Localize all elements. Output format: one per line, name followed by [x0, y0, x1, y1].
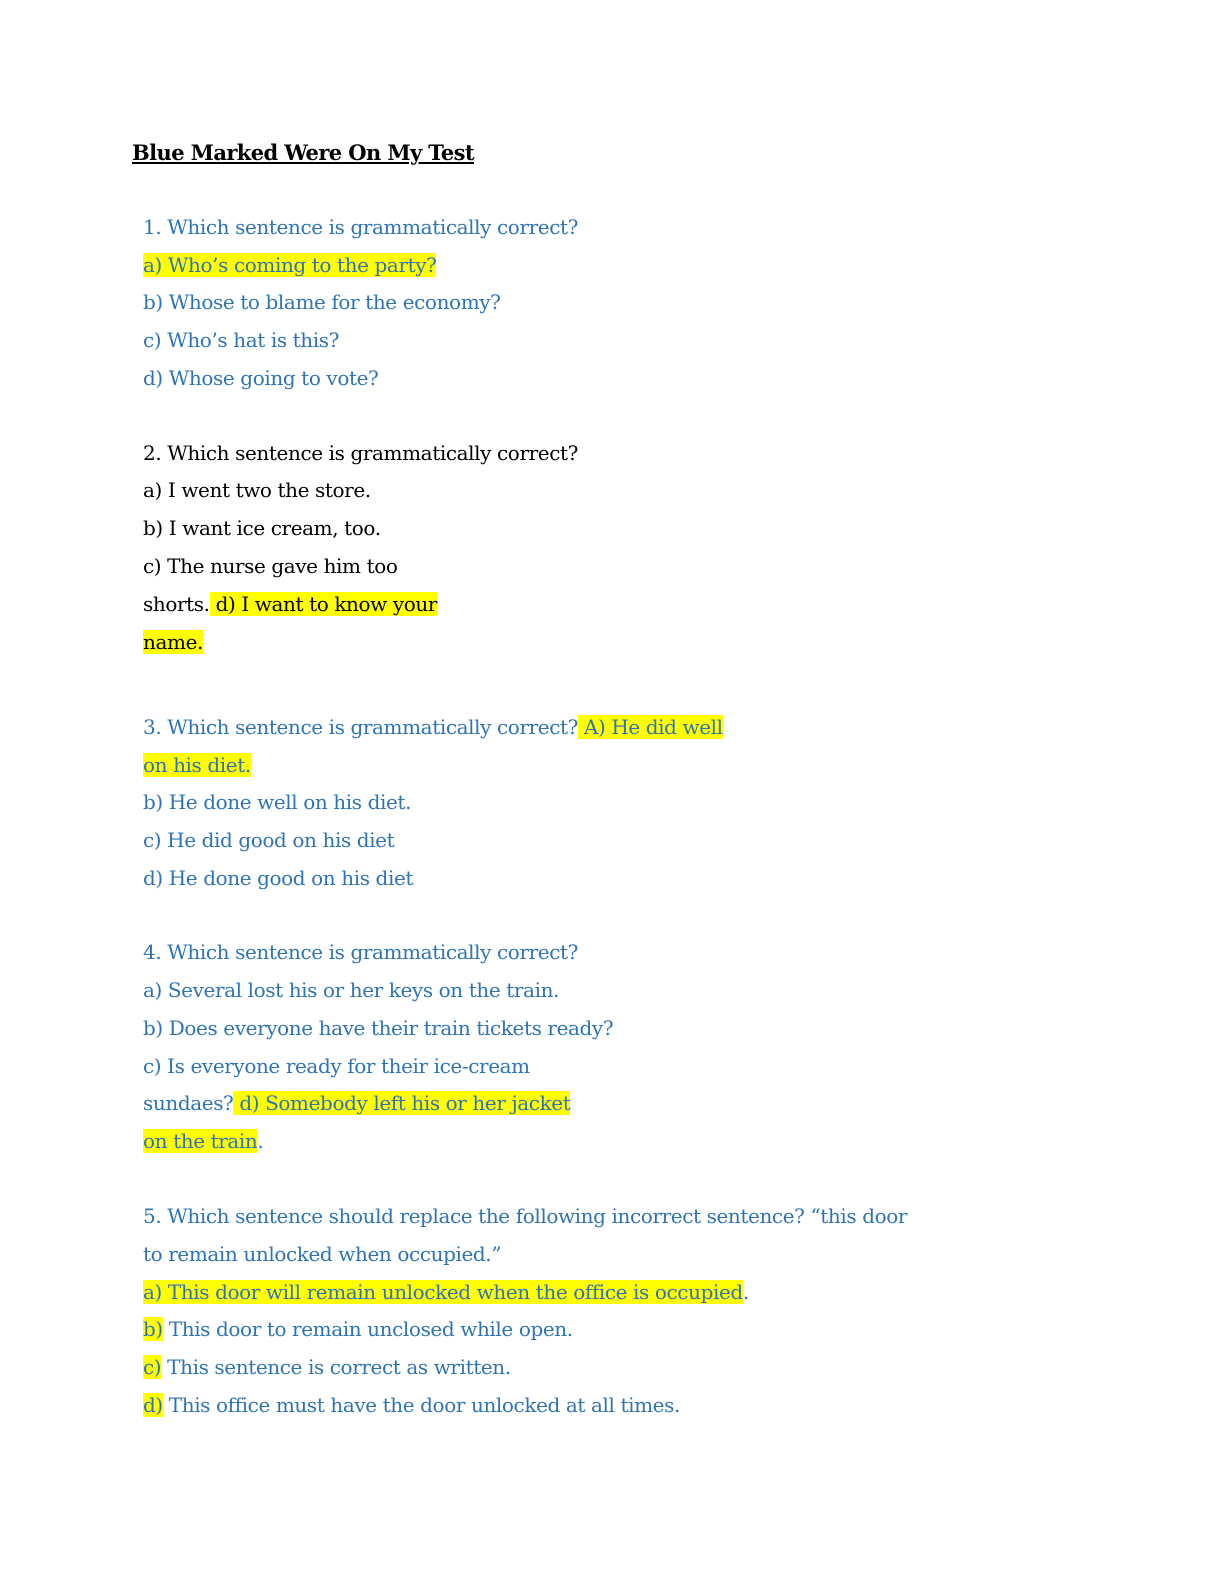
- question-2: 2. Which sentence is grammatically correct?: [143, 441, 578, 465]
- question-4: 4. Which sentence is grammatically correct?: [143, 940, 578, 964]
- q2-option-d-end: name.: [143, 630, 203, 654]
- question-5-line-1: 5. Which sentence should replace the following incorrect sentence? “this door: [143, 1204, 908, 1228]
- q2-option-c-end: shorts.: [143, 592, 210, 616]
- question-1: 1. Which sentence is grammatically correct?: [143, 215, 578, 239]
- q5-option-a: [143, 1279, 749, 1305]
- q2-option-c-continued: [143, 591, 437, 617]
- q2-option-d-highlighted: d) I want to know your: [209, 592, 438, 616]
- q3-option-a-highlighted: A) He did well: [577, 715, 723, 739]
- q4-option-d-continued: [143, 1128, 263, 1154]
- q1-option-a: [143, 252, 436, 278]
- q4-option-d-period: .: [257, 1129, 264, 1153]
- q4-option-d-end: on the train: [143, 1129, 258, 1153]
- q5-option-c: [143, 1354, 511, 1380]
- q4-option-b: b) Does everyone have their train tickets ready?: [143, 1016, 614, 1040]
- q5-option-c-text: This sentence is correct as written.: [161, 1355, 511, 1379]
- q3-option-d: d) He done good on his diet: [143, 866, 414, 890]
- q5-option-d-text: This office must have the door unlocked at all times.: [162, 1393, 680, 1417]
- q4-option-c: c) Is everyone ready for their ice-cream: [143, 1054, 530, 1078]
- q3-option-a-end: on his diet.: [143, 753, 251, 777]
- q3-option-a-continued: [143, 752, 251, 778]
- q4-option-d-highlighted: d) Somebody left his or her jacket: [233, 1091, 571, 1115]
- q2-option-a: a) I went two the store.: [143, 478, 371, 502]
- q5-option-d-label: d): [143, 1393, 163, 1417]
- q2-option-c: c) The nurse gave him too: [143, 554, 398, 578]
- question-5-line-2: to remain unlocked when occupied.”: [143, 1242, 502, 1266]
- q1-option-b: b) Whose to blame for the economy?: [143, 290, 501, 314]
- q5-option-b-label: b): [143, 1317, 163, 1341]
- question-3-text: 3. Which sentence is grammatically correct?: [143, 715, 578, 739]
- q1-option-d: d) Whose going to vote?: [143, 366, 379, 390]
- q4-option-c-continued: [143, 1090, 570, 1116]
- q4-option-a: a) Several lost his or her keys on the train.: [143, 978, 560, 1002]
- q5-option-a-period: .: [742, 1280, 749, 1304]
- q5-option-b-text: This door to remain unclosed while open.: [162, 1317, 573, 1341]
- q5-option-b: [143, 1316, 573, 1342]
- q5-option-d: [143, 1392, 680, 1418]
- q3-option-b: b) He done well on his diet.: [143, 790, 412, 814]
- q3-option-c: c) He did good on his diet: [143, 828, 395, 852]
- q5-option-a-highlighted: a) This door will remain unlocked when the office is occupied: [143, 1280, 743, 1304]
- q1-option-c: c) Who’s hat is this?: [143, 328, 339, 352]
- q1-option-a-highlighted: a) Who’s coming to the party?: [143, 253, 437, 277]
- question-3: [143, 714, 723, 740]
- q2-option-d-continued: [143, 629, 203, 655]
- q4-option-c-end: sundaes?: [143, 1091, 234, 1115]
- q5-option-c-label: c): [143, 1355, 162, 1379]
- q2-option-b: b) I want ice cream, too.: [143, 516, 381, 540]
- page-title: Blue Marked Were On My Test: [132, 140, 474, 165]
